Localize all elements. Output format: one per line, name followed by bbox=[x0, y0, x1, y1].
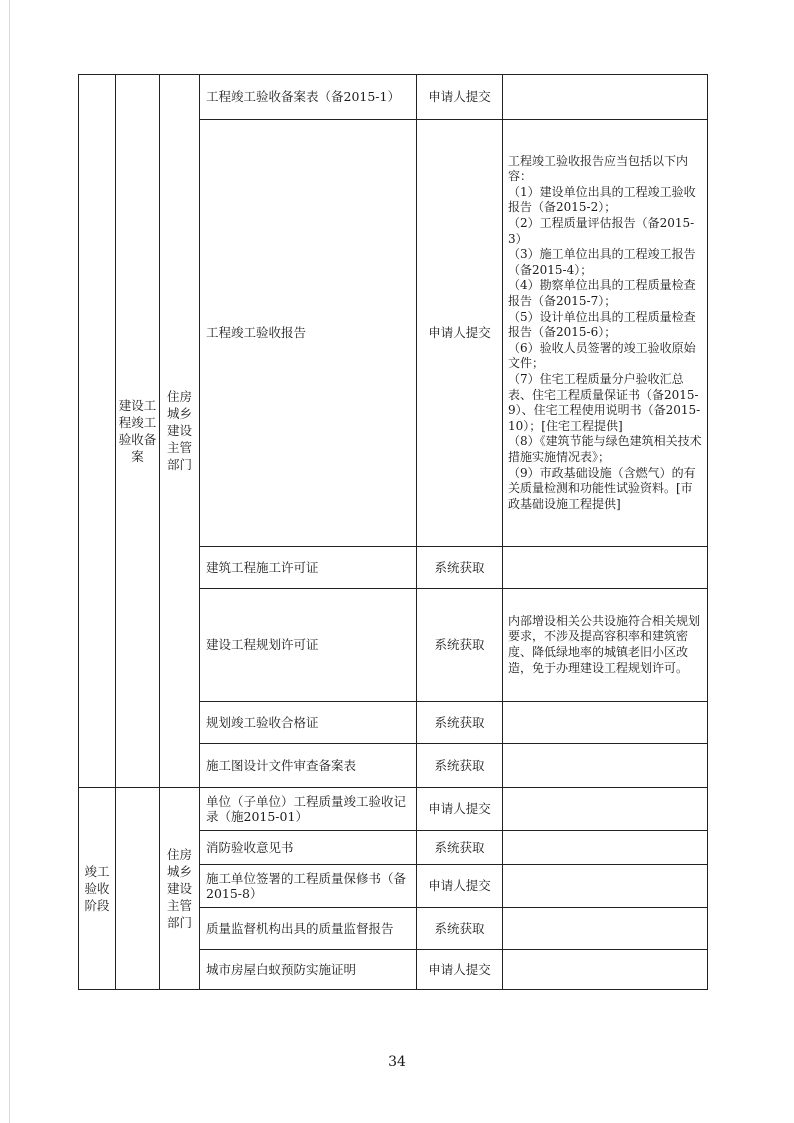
report-note-line: （1）建设单位出具的工程竣工验收报告（备2015-2）； bbox=[508, 184, 696, 215]
material-cell: 建筑工程施工许可证 bbox=[200, 547, 417, 589]
material-cell: 质量监督机构出具的质量监督报告 bbox=[200, 908, 417, 950]
stage-cell-blank bbox=[79, 75, 116, 788]
source-cell: 系统获取 bbox=[417, 908, 503, 950]
note-cell bbox=[503, 744, 708, 788]
report-note-cell bbox=[503, 120, 708, 547]
sub-item-cell-blank bbox=[116, 788, 160, 990]
note-cell bbox=[503, 788, 708, 831]
source-cell: 系统获取 bbox=[417, 831, 503, 865]
note-cell bbox=[503, 908, 708, 950]
page-edge-line bbox=[9, 0, 10, 1123]
report-note-line: （5）设计单位出具的工程质量检查报告（备2015-6）； bbox=[508, 309, 696, 340]
dept-cell bbox=[160, 75, 200, 788]
report-note-line: （9）市政基础设施（含燃气）的有关质量检测和功能性试验资料。[市政基础设施工程提供] bbox=[508, 465, 696, 511]
sub-item-label: 建设工程竣工验收备案 bbox=[118, 397, 157, 464]
source-cell: 申请人提交 bbox=[417, 120, 503, 547]
note-cell bbox=[503, 75, 708, 120]
source-cell: 系统获取 bbox=[417, 702, 503, 744]
report-note-line: （6）验收人员签署的竣工验收原始文件； bbox=[508, 340, 696, 371]
source-cell: 申请人提交 bbox=[417, 788, 503, 831]
source-cell: 申请人提交 bbox=[417, 950, 503, 990]
material-cell: 施工单位签署的工程质量保修书（备2015-8） bbox=[200, 865, 417, 908]
note-cell bbox=[503, 950, 708, 990]
material-cell: 建设工程规划许可证 bbox=[200, 589, 417, 702]
note-cell bbox=[503, 831, 708, 865]
material-cell: 消防验收意见书 bbox=[200, 831, 417, 865]
source-cell: 系统获取 bbox=[417, 547, 503, 589]
source-cell: 申请人提交 bbox=[417, 75, 503, 120]
report-note-line: （8）《建筑节能与绿色建筑相关技术措施实施情况表》； bbox=[508, 434, 702, 464]
table-row bbox=[79, 788, 708, 831]
note-cell: 内部增设相关公共设施符合相关规划要求，不涉及提高容积率和建筑密度、降低绿地率的城镇老旧小区改造，免于办理建设工程规划许可。 bbox=[503, 589, 708, 702]
dept-label: 住房城乡建设主管部门 bbox=[166, 846, 192, 930]
source-cell: 系统获取 bbox=[417, 589, 503, 702]
report-note-line: （3）施工单位出具的工程竣工报告（备2015-4）； bbox=[508, 247, 696, 277]
stage-label: 竣工验收阶段 bbox=[84, 863, 110, 913]
page-number: 34 bbox=[388, 1054, 406, 1070]
table-row bbox=[79, 75, 708, 120]
material-cell: 单位（子单位）工程质量竣工验收记录（施2015-01） bbox=[200, 788, 417, 831]
note-cell bbox=[503, 865, 708, 908]
source-cell: 申请人提交 bbox=[417, 865, 503, 908]
note-cell bbox=[503, 702, 708, 744]
material-cell: 城市房屋白蚁预防实施证明 bbox=[200, 950, 417, 990]
report-note-line: （7）住宅工程质量分户验收汇总表、住宅工程质量保证书（备2015-9）、住宅工程使用说明书（备2015-10）；[住宅工程提供] bbox=[508, 371, 701, 433]
note-cell bbox=[503, 547, 708, 589]
source-cell: 系统获取 bbox=[417, 744, 503, 788]
stage-cell bbox=[79, 788, 116, 990]
sub-item-cell bbox=[116, 75, 160, 788]
material-cell: 工程竣工验收报告 bbox=[200, 120, 417, 547]
requirements-table bbox=[78, 74, 708, 990]
material-cell: 施工图设计文件审查备案表 bbox=[200, 744, 417, 788]
material-cell: 工程竣工验收备案表（备2015-1） bbox=[200, 75, 417, 120]
dept-cell bbox=[160, 788, 200, 990]
report-note-line: （4）勘察单位出具的工程质量检查报告（备2015-7）； bbox=[508, 278, 696, 309]
report-note-line: 工程竣工验收报告应当包括以下内容： bbox=[508, 153, 689, 184]
dept-label: 住房城乡建设主管部门 bbox=[166, 389, 192, 473]
material-cell: 规划竣工验收合格证 bbox=[200, 702, 417, 744]
report-note-line: （2）工程质量评估报告（备2015-3） bbox=[508, 216, 695, 246]
